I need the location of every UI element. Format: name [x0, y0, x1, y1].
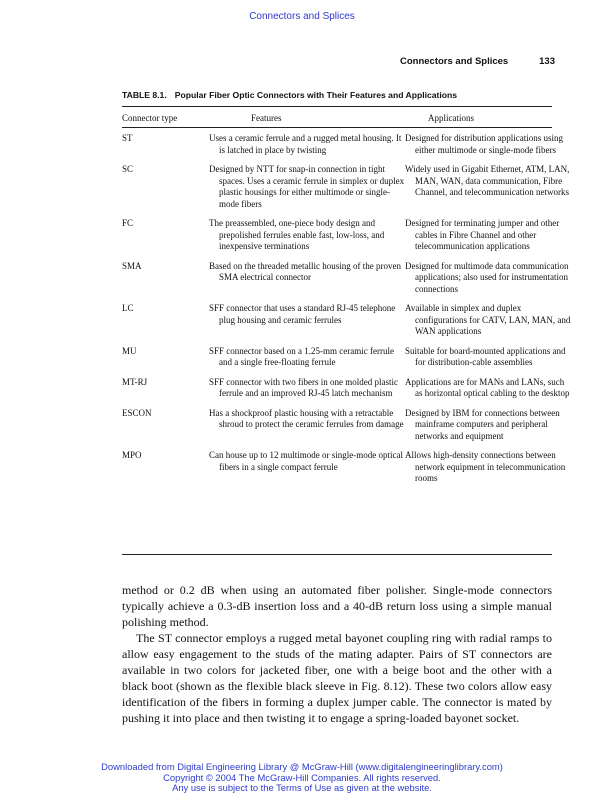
table-row	[122, 133, 563, 156]
column-header-type: Connector type	[122, 113, 178, 123]
table-row	[122, 407, 560, 443]
top-chapter-link[interactable]: Connectors and Splices	[249, 11, 355, 22]
cell-applications: Widely used in Gigabit Ethernet, ATM, LAN, MAN, WAN, data communication, Fibre Channel, and telecommunication networks	[405, 164, 570, 197]
cell-applications: Available in simplex and duplex configurations for CATV, LAN, MAN, and WAN applications	[405, 303, 571, 336]
cell-applications: Designed for multimode data communication applications; also used for instrumentation connections	[405, 260, 569, 294]
table-row	[122, 303, 571, 338]
cell-connector-type: MU	[122, 345, 137, 356]
table-row	[122, 218, 560, 253]
table-row	[122, 450, 566, 485]
cell-applications: Applications are for MANs and LANs, such as horizontal optical cabling to the desktop	[405, 376, 570, 398]
cell-features: Designed by NTT for snap-in connection in tight spaces. Uses a ceramic ferrule in simplex or duplex plastic housings for either multimode or single-mode fibers	[209, 164, 405, 209]
table-row	[122, 376, 570, 400]
body-paragraph: The ST connector employs a rugged metal bayonet coupling ring with radial ramps to allow easy engagement to the studs of the mating adapter. Pairs of ST connectors are available in two colors for jacketed fiber, one with a beige boot and the other with a black boot (shown as the flexible black sleeve in Fig. 8.12). These two colors allow easy identification of the fibers in forming a duplex jumper cable. The connector is mated by pushing it into place and then twisting it to engage a spring-loaded bayonet socket.	[122, 631, 552, 725]
body-paragraph: method or 0.2 dB when using an automated fiber polisher. Single-mode connectors typically achieve a 0.3-dB insertion loss and a 40-dB return loss using a simple manual polishing method.	[122, 583, 552, 629]
table-bottom-rule	[122, 554, 552, 555]
cell-features: SFF connector based on a 1.25-mm ceramic ferrule and a single free-floating ferrule	[209, 345, 394, 367]
table-label: TABLE 8.1.	[122, 90, 167, 100]
cell-features: Uses a ceramic ferrule and a rugged metal housing. It is latched in place by twisting	[209, 133, 402, 155]
cell-applications: Designed by IBM for connections between mainframe computers and peripheral networks and equipment	[405, 407, 560, 441]
column-header-applications: Applications	[428, 113, 474, 123]
table-row	[122, 260, 569, 296]
cell-connector-type: ESCON	[122, 407, 152, 418]
table-top-rule	[122, 106, 552, 107]
cell-applications: Suitable for board-mounted applications and for distribution-cable assemblies	[405, 345, 566, 367]
cell-connector-type: SC	[122, 164, 134, 174]
table-header-rule	[122, 127, 552, 128]
footer-terms-link[interactable]: Any use is subject to the Terms of Use as given at the website.	[172, 782, 432, 794]
cell-applications: Designed for terminating jumper and other cables in Fibre Channel and other telecommunication applications	[405, 218, 560, 251]
footer-copyright: Copyright © 2004 The McGraw-Hill Companies. All rights reserved.	[163, 771, 441, 783]
column-header-features: Features	[251, 113, 282, 123]
table-row	[122, 164, 570, 210]
footer	[0, 762, 604, 794]
cell-features: Can house up to 12 multimode or single-mode optical fibers in a single compact ferrule	[209, 450, 403, 472]
page-number: 133	[539, 56, 555, 67]
running-head	[400, 56, 555, 67]
table-title: Popular Fiber Optic Connectors with Their Features and Applications	[174, 90, 458, 100]
cell-applications: Allows high-density connections between network equipment in telecommunication rooms	[405, 450, 566, 483]
table-row	[122, 345, 566, 369]
table-caption	[122, 90, 457, 100]
cell-connector-type: LC	[122, 303, 134, 313]
cell-connector-type: SMA	[122, 260, 142, 271]
cell-applications: Designed for distribution applications using either multimode or single-mode fibers	[405, 133, 563, 155]
cell-features: SFF connector that uses a standard RJ-45 telephone plug housing and ceramic ferrules	[209, 303, 396, 325]
cell-connector-type: MPO	[122, 450, 142, 460]
running-title: Connectors and Splices	[400, 56, 509, 67]
cell-connector-type: FC	[122, 218, 134, 228]
cell-features: Based on the threaded metallic housing of the proven SMA electrical connector	[209, 260, 401, 282]
cell-connector-type: ST	[122, 133, 133, 143]
cell-features: The preassembled, one-piece body design and prepolished ferrules enable fast, low-loss, and inexpensive terminations	[209, 218, 385, 251]
body-text	[122, 582, 552, 726]
table-body	[122, 133, 571, 493]
cell-features: Has a shockproof plastic housing with a retractable shroud to protect the ceramic ferrules from damage	[209, 407, 404, 429]
footer-download-link[interactable]: Downloaded from Digital Engineering Library @ McGraw-Hill (www.digitalengineeringlibrary.com)	[101, 761, 503, 772]
cell-connector-type: MT-RJ	[122, 376, 148, 387]
cell-features: SFF connector with two fibers in one molded plastic ferrule and an improved RJ-45 latch mechanism	[209, 376, 398, 398]
